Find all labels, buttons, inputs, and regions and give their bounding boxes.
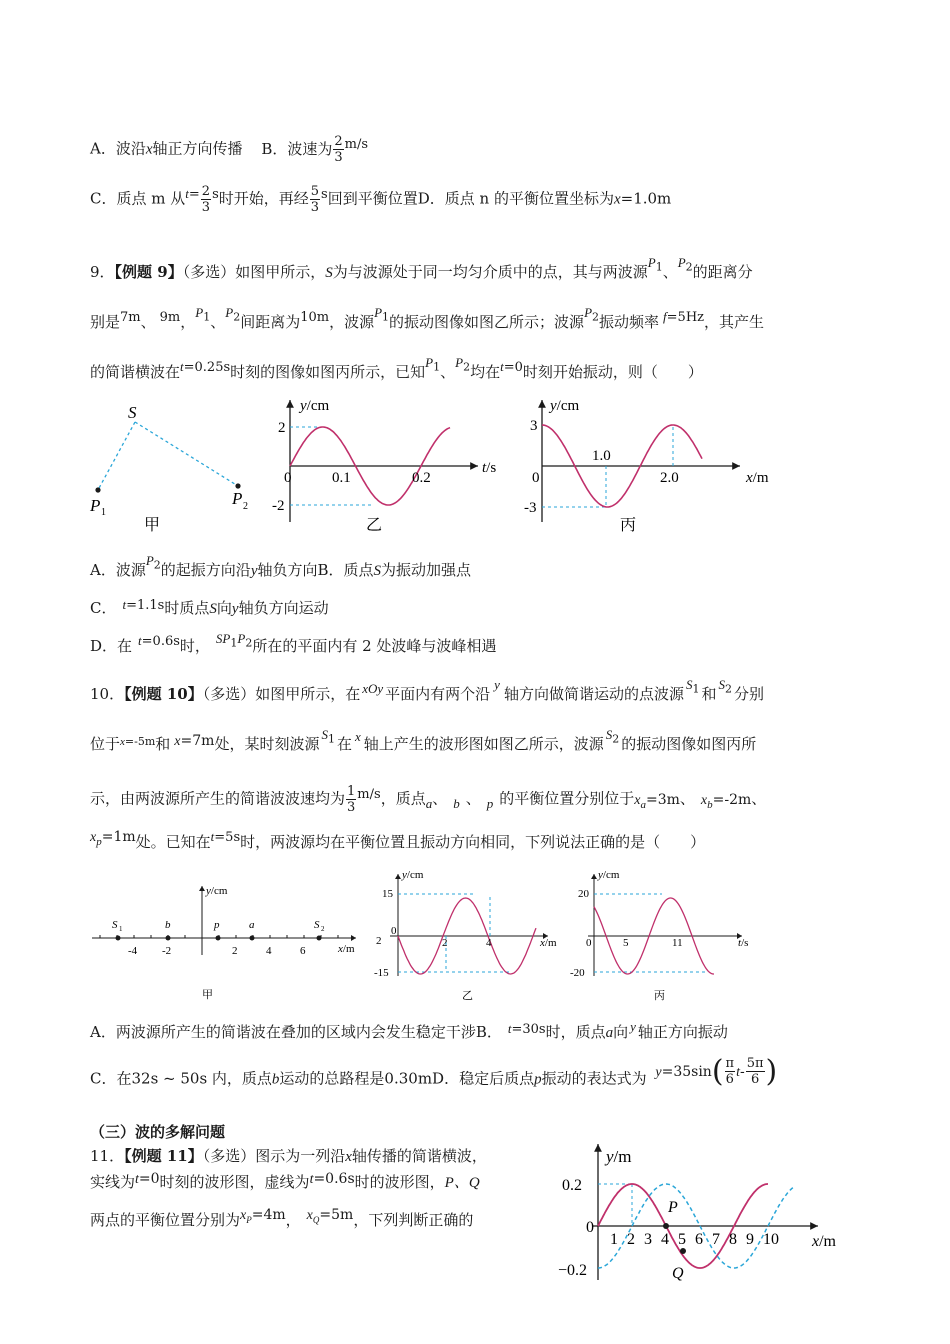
var-p: P bbox=[425, 355, 434, 370]
q10-option-d: D．稳定后质点 bbox=[432, 1069, 535, 1088]
x-tick-label: 10 bbox=[763, 1231, 779, 1248]
y-tick-top: 15 bbox=[382, 888, 393, 900]
text: 为振动加强点 bbox=[381, 561, 472, 579]
subscript: 2 bbox=[724, 682, 732, 696]
formula: y=35sin( $\frac{\pi}{6}$ t- $\frac{5\pi}{6}$ ) bbox=[655, 1053, 778, 1089]
fraction bbox=[746, 1056, 765, 1087]
q9-figure-yi bbox=[268, 394, 513, 544]
x-tick-label: 2 bbox=[627, 1231, 635, 1248]
q9-option-a: A．波源 bbox=[90, 561, 146, 579]
x-tick-label: 7 bbox=[712, 1231, 720, 1248]
subscript: 2 bbox=[233, 310, 241, 324]
text: ，其产生 bbox=[704, 313, 765, 331]
equals: = bbox=[188, 186, 200, 202]
q8-option-d-text: =1.0m bbox=[620, 189, 672, 208]
subscript: 1 bbox=[203, 310, 211, 324]
var-p: p bbox=[534, 1071, 542, 1088]
text: 为与波源处于同一均匀介质中的点，其与两波源 bbox=[332, 263, 648, 281]
var-t: t bbox=[309, 1172, 314, 1187]
subscript: 2 bbox=[321, 925, 325, 933]
q8-option-b-label: B．波速为 bbox=[261, 139, 333, 158]
text: 振动频率 bbox=[599, 313, 660, 331]
x-tick-label: 3 bbox=[644, 1231, 652, 1248]
point-p1 bbox=[95, 487, 100, 492]
caption-yi: 乙 bbox=[366, 517, 383, 534]
text: 处。已知在 bbox=[135, 833, 211, 851]
q11-figure bbox=[556, 1140, 850, 1290]
subscript: 1 bbox=[433, 360, 441, 374]
tick-label: -4 bbox=[128, 945, 138, 957]
value: =1.1s bbox=[126, 598, 165, 613]
q9-option-c bbox=[90, 598, 329, 620]
text: 轴上产生的波形图如图乙所示，波源 bbox=[363, 735, 604, 753]
text: 时刻的图像如图丙所示，已知 bbox=[230, 363, 426, 381]
text: 时，质点 bbox=[545, 1023, 606, 1041]
var-t: t bbox=[135, 1172, 139, 1187]
text: 均在 bbox=[470, 363, 501, 381]
subscript: 2 bbox=[592, 310, 600, 324]
subscript: 2 bbox=[245, 636, 253, 650]
numerator: 2 bbox=[334, 134, 343, 149]
text: 所在的平面内有 2 处波峰与波峰相遇 bbox=[252, 637, 497, 655]
x-tick-0: 0 bbox=[284, 470, 292, 486]
var-p: P bbox=[195, 305, 204, 320]
value: =7m bbox=[180, 733, 215, 749]
text: （多选）图示为一列沿 bbox=[202, 1147, 346, 1165]
var-b: b bbox=[453, 795, 460, 811]
x-tick-0: 0 bbox=[586, 937, 592, 949]
text: 处，某时刻波源 bbox=[214, 735, 320, 753]
var-x: x bbox=[240, 1208, 247, 1223]
text: ，下列判断正确的 bbox=[353, 1211, 474, 1229]
x-tick-label: 4 bbox=[661, 1231, 669, 1248]
question-tag: 【例题 9】 bbox=[114, 263, 183, 281]
y-label: y/cm bbox=[206, 885, 228, 897]
value: 10m bbox=[300, 310, 330, 325]
value: =-5m bbox=[124, 735, 156, 748]
y-label: y/cm bbox=[598, 869, 620, 881]
x-label: x/m bbox=[746, 470, 769, 486]
text: 向 bbox=[613, 1023, 629, 1041]
x-tick-1: 0.1 bbox=[332, 470, 351, 486]
subscript: 1 bbox=[230, 636, 238, 650]
label-p1: P bbox=[90, 496, 101, 515]
text: 和 bbox=[155, 735, 171, 753]
x-tick-label: 6 bbox=[695, 1231, 703, 1248]
var-sp: SP bbox=[215, 631, 231, 646]
text: 轴负方向 bbox=[257, 561, 318, 579]
y-tick-bottom: −0.2 bbox=[558, 1262, 588, 1279]
q8-option-c-text: 时开始，再经 bbox=[218, 189, 309, 208]
q8-option-c-text2: 回到平衡位置 bbox=[327, 189, 418, 208]
point-p2 bbox=[235, 483, 240, 488]
q10-figure-yi bbox=[370, 866, 570, 1006]
q10-option-c: C．在32s ~ 50s 内，质点 bbox=[90, 1069, 272, 1088]
var-p: P bbox=[237, 631, 246, 646]
label-p1-sub: 1 bbox=[101, 507, 106, 518]
denominator: 3 bbox=[334, 150, 343, 165]
numerator: π bbox=[725, 1056, 735, 1071]
denominator: 6 bbox=[725, 1072, 734, 1087]
y-tick-top: 3 bbox=[530, 418, 538, 434]
text: 时刻开始振动，则（ ） bbox=[522, 363, 703, 381]
value: =0.6s bbox=[141, 634, 180, 649]
q11-stem-line3: 两点的平衡位置分别为$x_P=4m$， $x_Q=5m$，下列判断正确的 bbox=[90, 1207, 474, 1229]
x-tick-2: 0.2 bbox=[412, 470, 431, 486]
unit: s bbox=[321, 186, 328, 202]
text: =35sin bbox=[661, 1063, 712, 1080]
q10-figure-jia bbox=[88, 880, 363, 1005]
var-x: x bbox=[90, 830, 97, 845]
tick-label: -2 bbox=[162, 945, 172, 957]
value: =30s bbox=[511, 1022, 546, 1037]
y-label: y/cm bbox=[550, 398, 580, 414]
dashed-line-sp2 bbox=[135, 422, 238, 486]
q8-option-c-label: C．质点 m 从 bbox=[90, 189, 186, 208]
q10-stem-line3: 示，由两波源所产生的简谐波波速均为 $\frac{1}{3}$ m/s，质点a、 b 、 p 的平衡位置分别位于$x_a=3m$、 $x_b=-2m$、 bbox=[90, 784, 767, 815]
var-f: f bbox=[663, 309, 667, 324]
separator: 、 bbox=[140, 313, 156, 331]
label-a: a bbox=[249, 919, 255, 931]
separator: 、 bbox=[210, 313, 226, 331]
text: 示，由两波源所产生的简谐波波速均为 bbox=[90, 789, 346, 808]
x-tick-0: 0 bbox=[532, 470, 540, 486]
point-a bbox=[250, 936, 255, 941]
text: 间距离为 bbox=[240, 313, 301, 331]
label-b: b bbox=[165, 919, 171, 931]
var-a: a bbox=[425, 795, 433, 811]
fraction bbox=[333, 134, 343, 165]
var-x: x bbox=[345, 1149, 352, 1165]
subscript: 1 bbox=[382, 310, 390, 324]
separator: 、 bbox=[662, 263, 678, 281]
caption-bing: 丙 bbox=[654, 990, 665, 1002]
fraction bbox=[310, 184, 320, 215]
label-q: Q bbox=[672, 1265, 684, 1282]
label-p2-sub: 2 bbox=[243, 501, 248, 512]
x-tick-left: 2 bbox=[376, 935, 382, 947]
text: 分别 bbox=[733, 685, 764, 703]
text: 振动的表达式为 bbox=[541, 1069, 647, 1088]
var-x: x bbox=[120, 736, 125, 748]
var-x: x bbox=[145, 141, 153, 158]
y-tick-bottom: -2 bbox=[272, 498, 285, 514]
var-p: P bbox=[677, 255, 686, 270]
var-t: t bbox=[210, 829, 215, 844]
text: 轴方向做简谐运动的点波源 bbox=[503, 685, 684, 703]
var-p: P bbox=[374, 305, 383, 320]
x-tick-label: 9 bbox=[746, 1231, 754, 1248]
value: =0 bbox=[503, 360, 523, 375]
q10-option-ab bbox=[90, 1019, 728, 1044]
text: 的简谐横波在 bbox=[90, 363, 181, 381]
var-y: y bbox=[655, 1064, 662, 1080]
var-x: x bbox=[634, 792, 641, 808]
point-s2 bbox=[317, 936, 322, 941]
var-y: y bbox=[630, 1019, 636, 1034]
q10-option-a: A．两波源所产生的简谐波在叠加的区域内会发生稳定干涉 bbox=[90, 1023, 476, 1041]
value: =3m bbox=[645, 791, 680, 808]
var-p: P bbox=[584, 305, 593, 320]
text: ，波源 bbox=[329, 313, 375, 331]
option-label: C． bbox=[90, 599, 117, 617]
text: 时的波形图， bbox=[354, 1173, 445, 1191]
var-s: S bbox=[209, 601, 217, 617]
y-tick-bottom: -15 bbox=[374, 967, 389, 979]
q9-option-ab bbox=[90, 553, 472, 586]
q8-option-a-label: A．波沿 bbox=[90, 139, 146, 158]
question-tag: 【例题 10】 bbox=[124, 685, 203, 703]
point-s1 bbox=[116, 936, 121, 941]
unit: m/s bbox=[344, 136, 369, 152]
subscript: b bbox=[707, 798, 713, 811]
fraction bbox=[346, 784, 356, 815]
text: 运动的总路程是0.30m bbox=[279, 1069, 433, 1088]
x-label: t/s bbox=[738, 937, 749, 949]
text: 轴传播的简谐横波， bbox=[351, 1147, 487, 1165]
text: 时，两波源均在平衡位置且振动方向相同，下列说法正确的是（ ） bbox=[240, 833, 706, 851]
value: =5m bbox=[319, 1207, 354, 1223]
question-number: 10． bbox=[90, 685, 125, 703]
x-tick-1: 1.0 bbox=[592, 448, 611, 464]
text: 的振动图像如图丙所 bbox=[621, 735, 757, 753]
y-label: y/m bbox=[606, 1147, 632, 1166]
denominator: 6 bbox=[750, 1072, 760, 1087]
x-label: x/m bbox=[338, 943, 355, 955]
subscript: 2 bbox=[153, 558, 161, 572]
y-tick-bottom: -3 bbox=[524, 500, 537, 516]
point-q bbox=[680, 1248, 686, 1254]
var-t: t bbox=[507, 1021, 512, 1036]
fraction bbox=[725, 1056, 736, 1087]
value: 7m bbox=[120, 310, 141, 325]
q11-stem-line2 bbox=[90, 1172, 480, 1194]
denominator: 3 bbox=[201, 200, 211, 215]
question-number: 9． bbox=[90, 263, 115, 281]
q8-option-a-text: 轴正方向传播 bbox=[152, 139, 243, 158]
value: =0.25s bbox=[183, 360, 231, 375]
subscript: p bbox=[96, 835, 102, 848]
x-tick-label: 8 bbox=[729, 1231, 737, 1248]
text: 的起振方向沿 bbox=[160, 561, 251, 579]
var-t: t bbox=[122, 597, 127, 612]
value: =0.6s bbox=[313, 1171, 355, 1187]
y-label: y/cm bbox=[402, 869, 424, 881]
tick-label: 6 bbox=[300, 945, 306, 957]
text: 时质点 bbox=[164, 599, 210, 617]
text: 向 bbox=[216, 599, 232, 617]
var-s: S bbox=[321, 727, 328, 742]
label-p2: P bbox=[232, 489, 243, 508]
q9-stem-line3 bbox=[90, 355, 703, 388]
x-tick-label: 1 bbox=[610, 1231, 618, 1248]
q11-stem-line1 bbox=[90, 1146, 487, 1167]
fraction bbox=[201, 184, 211, 215]
numerator: 5π bbox=[746, 1056, 764, 1071]
q8-option-d-label: D．质点 n 的平衡位置坐标为 bbox=[417, 189, 614, 208]
text: （多选）如图甲所示，在 bbox=[202, 685, 361, 703]
var-y: y bbox=[494, 677, 500, 692]
caption-jia: 甲 bbox=[202, 989, 213, 1001]
var-x: x bbox=[354, 729, 361, 744]
value: =-2m bbox=[712, 791, 752, 808]
var-p: P bbox=[647, 255, 656, 270]
x-tick-2: 4 bbox=[486, 937, 492, 949]
var-pq: P、Q bbox=[444, 1175, 480, 1191]
section-title: （三）波的多解问题 bbox=[90, 1123, 226, 1141]
subscript: 1 bbox=[327, 732, 335, 746]
var-t: t bbox=[138, 633, 142, 648]
var-p: P bbox=[225, 305, 234, 320]
q10-stem-line4 bbox=[90, 829, 706, 858]
text: （多选）如图甲所示， bbox=[182, 263, 326, 281]
var-x: x bbox=[174, 734, 181, 749]
text: 轴负方向运动 bbox=[238, 599, 329, 617]
subscript: 1 bbox=[119, 925, 123, 933]
var-x: x bbox=[306, 1208, 313, 1223]
option-label: D．在 bbox=[90, 637, 133, 655]
var-y: y bbox=[231, 601, 239, 617]
text: 实线为 bbox=[90, 1173, 136, 1191]
subscript: a bbox=[640, 798, 646, 811]
label-s2: S bbox=[314, 919, 320, 931]
var-t: t bbox=[185, 185, 189, 201]
var-t: t bbox=[180, 359, 184, 374]
x-tick-2: 2.0 bbox=[660, 470, 679, 486]
unit: s bbox=[212, 186, 219, 202]
text: 两点的平衡位置分别为 bbox=[90, 1211, 241, 1229]
x-label: x/m bbox=[540, 937, 557, 949]
var-t: t bbox=[736, 1064, 740, 1080]
subscript: 2 bbox=[612, 732, 620, 746]
x-tick-2: 11 bbox=[672, 937, 683, 949]
var-xoy: xOy bbox=[362, 681, 384, 696]
y-tick-top: 20 bbox=[578, 888, 589, 900]
denominator: 3 bbox=[310, 200, 320, 215]
value: =1m bbox=[101, 829, 136, 845]
var-s: S bbox=[718, 677, 725, 692]
caption-bing: 丙 bbox=[620, 517, 637, 534]
dashed-line-sp1 bbox=[98, 422, 135, 490]
q10-stem-line1 bbox=[90, 677, 764, 710]
denominator: 3 bbox=[347, 800, 356, 815]
q9-stem-line1 bbox=[90, 255, 753, 288]
subscript: 1 bbox=[655, 260, 663, 274]
label-s: S bbox=[128, 403, 137, 422]
text: 的平衡位置分别位于 bbox=[499, 789, 635, 808]
q9-option-b: B．质点 bbox=[317, 561, 374, 579]
var-y: y bbox=[250, 563, 258, 579]
q9-figure-jia bbox=[80, 400, 260, 540]
separator: 、 bbox=[440, 363, 456, 381]
y-tick-bottom: -20 bbox=[570, 967, 585, 979]
x-tick-1: 5 bbox=[623, 937, 629, 949]
label-s1: S bbox=[112, 919, 118, 931]
y-tick-top: 2 bbox=[278, 420, 286, 436]
text: 和 bbox=[701, 685, 717, 703]
label-p: p bbox=[214, 919, 220, 931]
var-x: x bbox=[613, 191, 621, 208]
text: - bbox=[739, 1063, 745, 1080]
text: 在 bbox=[336, 735, 352, 753]
y-label: y/cm bbox=[300, 398, 330, 414]
x-label: x/m bbox=[812, 1233, 836, 1250]
unit: m/s bbox=[357, 786, 381, 802]
subscript: 2 bbox=[685, 260, 693, 274]
text: 的振动图像如图乙所示；波源 bbox=[389, 313, 585, 331]
text: 别是 bbox=[90, 313, 121, 331]
label-p: P bbox=[668, 1199, 678, 1216]
text: 轴正方向振动 bbox=[637, 1023, 728, 1041]
subscript: 1 bbox=[692, 682, 700, 696]
tick-label: 2 bbox=[232, 945, 238, 957]
var-s: S bbox=[373, 563, 382, 579]
value: =4m bbox=[251, 1207, 286, 1223]
x-tick-labels bbox=[610, 1231, 779, 1248]
point-p bbox=[663, 1223, 669, 1229]
q9-stem-line2: 别是7m、 9m，$P_1$、$P_2$间距离为10m，波源$P_1$的振动图像如图乙所示；波源$P_2$振动频率 f=5Hz，其产生 bbox=[90, 305, 765, 331]
text: 平面内有两个沿 bbox=[385, 685, 491, 703]
origin: 0 bbox=[586, 1219, 594, 1236]
q10-stem-line2 bbox=[90, 727, 757, 760]
var-x: x bbox=[700, 792, 708, 808]
var-p: p bbox=[486, 795, 494, 811]
value: =5s bbox=[214, 830, 241, 845]
caption-yi: 乙 bbox=[462, 990, 473, 1002]
x-tick-1: 2 bbox=[442, 937, 448, 949]
caption-jia: 甲 bbox=[144, 517, 161, 534]
q9-figure-bing bbox=[520, 394, 790, 544]
var-p: P bbox=[145, 553, 154, 568]
var-t: t bbox=[500, 359, 504, 374]
numerator: 5 bbox=[310, 184, 320, 199]
point-b bbox=[166, 936, 171, 941]
var-p: P bbox=[455, 355, 464, 370]
q10-figure-bing bbox=[566, 866, 766, 1006]
q8-options-ab bbox=[90, 134, 368, 165]
q8-options-cd bbox=[90, 184, 671, 215]
q10-option-b: B． bbox=[475, 1023, 502, 1041]
question-number: 11． bbox=[90, 1147, 125, 1165]
text: 时刻的波形图，虚线为 bbox=[159, 1173, 310, 1191]
x-tick-0: 0 bbox=[391, 925, 397, 937]
var-a: a bbox=[605, 1025, 614, 1041]
var-b: b bbox=[271, 1071, 280, 1088]
numerator: 2 bbox=[201, 184, 211, 199]
text: 的距离分 bbox=[692, 263, 753, 281]
text: 位于 bbox=[90, 735, 121, 753]
var-s: S bbox=[605, 727, 613, 742]
text: ，质点 bbox=[380, 789, 426, 808]
y-tick-top: 0.2 bbox=[562, 1177, 582, 1194]
point-p bbox=[216, 936, 221, 941]
value: =5Hz bbox=[666, 310, 705, 325]
subscript: 2 bbox=[463, 360, 471, 374]
var-s: S bbox=[685, 677, 693, 692]
text: 时， bbox=[179, 637, 210, 655]
x-label: t/s bbox=[482, 460, 497, 476]
tick-label: 4 bbox=[266, 945, 272, 957]
numerator: 1 bbox=[347, 784, 356, 799]
question-tag: 【例题 11】 bbox=[124, 1147, 203, 1165]
value: =0 bbox=[138, 1171, 160, 1187]
var-s: S bbox=[325, 265, 333, 281]
value: 9m bbox=[159, 310, 181, 325]
q9-option-d bbox=[90, 631, 497, 662]
x-tick-label: 5 bbox=[678, 1231, 686, 1248]
